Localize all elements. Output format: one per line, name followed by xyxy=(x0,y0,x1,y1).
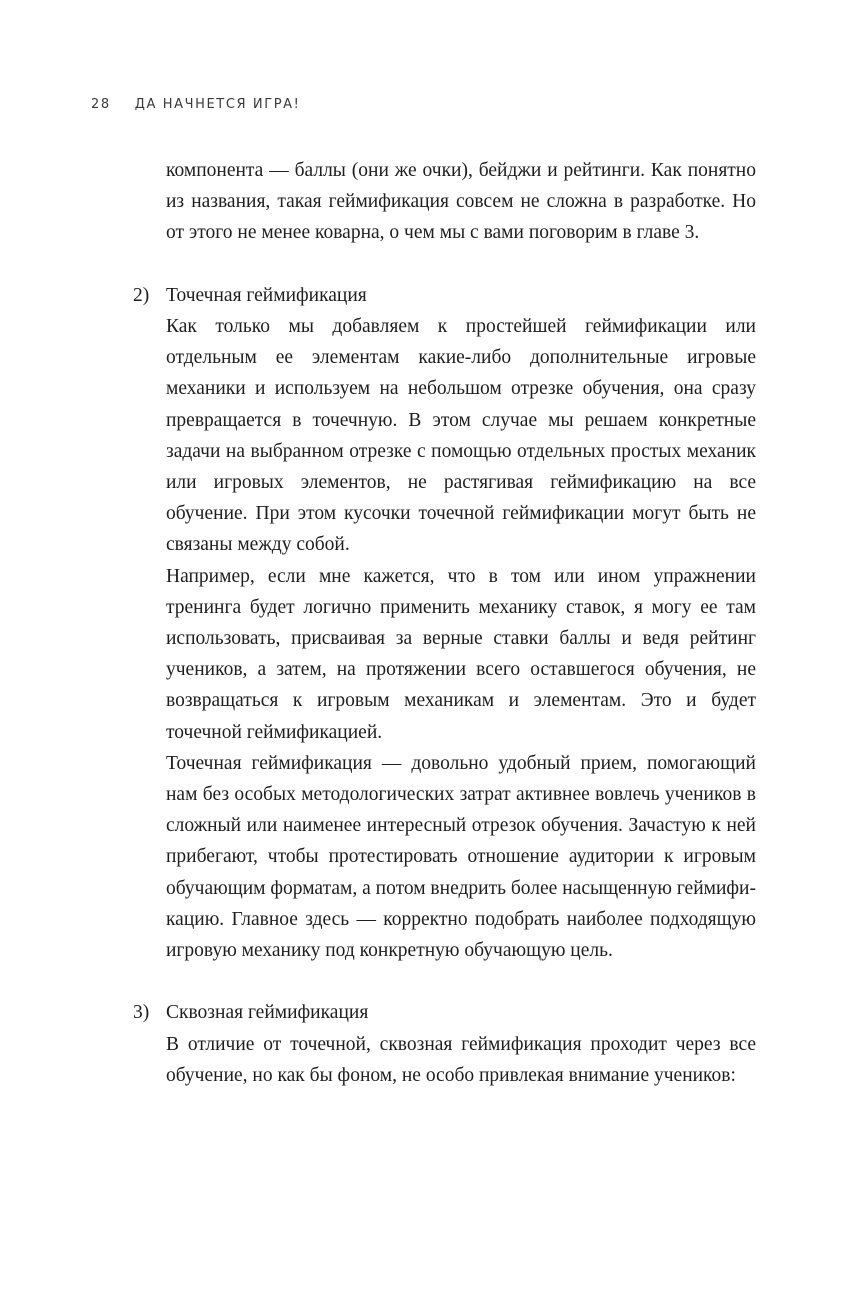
intro-paragraph: компонента — баллы (они же очки), бейджи и рейтинги. Как понятно из названия, такая геймификация совсем не сложна в разработке. Но от этого не менее коварна, о чем мы с вами поговорим в главе 3. xyxy=(166,160,756,244)
section-gap xyxy=(166,249,756,280)
paragraph: В отличие от точечной, сквозная геймификация проходит через все обучение, но как бы фоном, не особо привлекая внимание учеников: xyxy=(166,1033,756,1086)
list-item-number: 3) xyxy=(133,1002,150,1024)
paragraph: Как только мы добавляем к простейшей геймификации или отдельным ее элементам какие-либо дополнительные игровые механики и используем на небольшом отрезке обучения, она сразу превращается в точечную. В этом случае мы решаем конкретные задачи на выбранном отрезке с помощью отдельных простых механик или игровых элементов, не растягивая геймификацию на все обучение. При этом кусочки точечной геймификации могут быть не связаны между собой. xyxy=(166,316,756,556)
list-item-number: 2) xyxy=(133,284,150,306)
list-item-title: Сквозная геймификация xyxy=(166,1002,369,1024)
list-item-heading xyxy=(133,280,756,311)
running-head xyxy=(91,97,300,112)
paragraph: Точечная геймификация — довольно удобный прием, помогающий нам без особых методологических затрат активнее вовлечь учеников в сложный или наименее интересный отрезок обучения. Зачастую к ней прибегают, чтобы протестировать отношение аудитории к игровым обучающим форматам, а потом внедрить более насыщенную геймификацию. Главное здесь — корректно подобрать наиболее подходящую игровую механику под конкретную обучающую цель. xyxy=(166,752,756,962)
chapter-title: ДА НАЧНЕТСЯ ИГРА! xyxy=(134,97,301,112)
list-item-heading xyxy=(133,997,756,1028)
page-number: 28 xyxy=(91,97,111,112)
section-gap xyxy=(166,966,756,997)
body-text xyxy=(133,155,756,1091)
list-item-title: Точечная геймификация xyxy=(166,284,367,306)
paragraph: Например, если мне кажется, что в том или ином упражнении тренинга будет логично применить механику ставок, я могу ее там использовать, присваивая за верные ставки баллы и ведя рейтинг учеников, а затем, на протяжении всего оставшегося обучения, не возвращаться к игровым механикам и элементам. Это и будет точечной геймификацией. xyxy=(166,565,756,743)
